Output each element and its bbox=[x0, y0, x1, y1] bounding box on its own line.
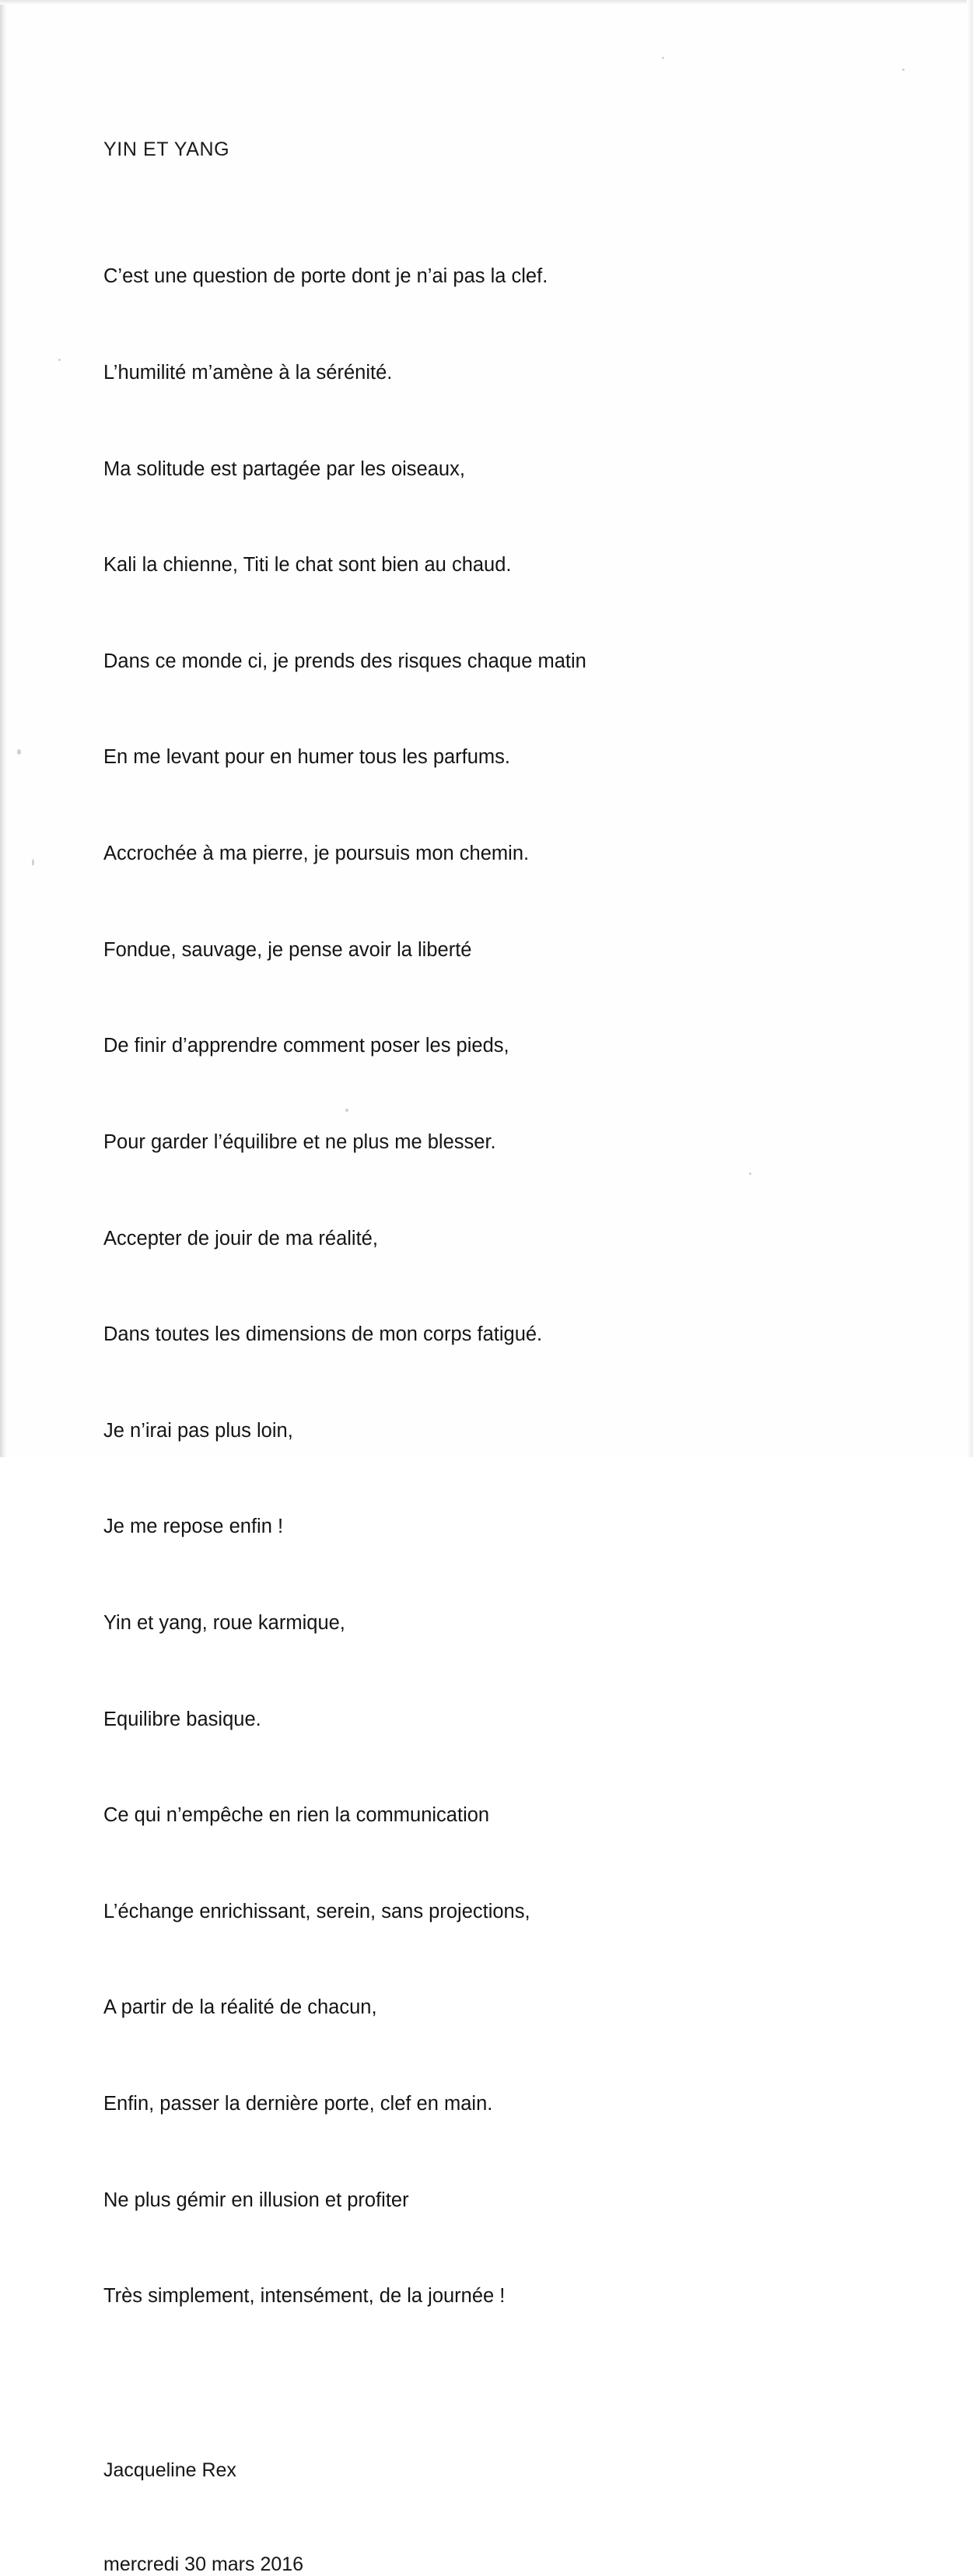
author-name: Jacqueline Rex bbox=[103, 2459, 236, 2481]
poem-line: Pour garder l’équilibre et ne plus me blesser. bbox=[103, 1130, 496, 1153]
poem-line: Enfin, passer la dernière porte, clef en main. bbox=[103, 2092, 493, 2115]
scan-speck bbox=[902, 68, 905, 71]
scan-speck bbox=[17, 749, 21, 755]
poem-line: Dans toutes les dimensions de mon corps fatigué. bbox=[103, 1323, 543, 1346]
poem-line: Yin et yang, roue karmique, bbox=[103, 1611, 345, 1634]
poem-line: Très simplement, intensément, de la journée ! bbox=[103, 2285, 506, 2308]
poem-line: L’échange enrichissant, serein, sans projections, bbox=[103, 1900, 530, 1922]
scan-speck bbox=[32, 859, 34, 866]
poem-line: Accepter de jouir de ma réalité, bbox=[103, 1227, 378, 1249]
poem-line: Ma solitude est partagée par les oiseaux, bbox=[103, 457, 465, 480]
poem-line: L’humilité m’amène à la sérénité. bbox=[103, 362, 393, 384]
scan-edge-top bbox=[0, 0, 973, 5]
poem-line: A partir de la réalité de chacun, bbox=[103, 1996, 377, 2019]
poem-line: De finir d’apprendre comment poser les pieds, bbox=[103, 1035, 509, 1057]
scan-speck bbox=[58, 359, 61, 361]
poem-line: Dans ce monde ci, je prends des risques chaque matin bbox=[103, 650, 586, 672]
poem-line: Ce qui n’empêche en rien la communication bbox=[103, 1804, 490, 1827]
poem-body bbox=[103, 197, 803, 2377]
scan-edge-left bbox=[0, 0, 8, 1457]
document-date: mercredi 30 mars 2016 bbox=[103, 2553, 304, 2575]
poem-line: C’est une question de porte dont je n’ai pas la clef. bbox=[103, 265, 548, 288]
poem-line: Je n’irai pas plus loin, bbox=[103, 1419, 293, 1442]
poem-line: En me levant pour en humer tous les parfums. bbox=[103, 746, 511, 769]
poem-line: Je me repose enfin ! bbox=[103, 1516, 284, 1538]
poem-line: Kali la chienne, Titi le chat sont bien au chaud. bbox=[103, 554, 512, 577]
page-title: YIN ET YANG bbox=[103, 138, 230, 160]
poem-line: Fondue, sauvage, je pense avoir la liberté bbox=[103, 938, 472, 961]
document-content bbox=[103, 138, 803, 2576]
scan-edge-right bbox=[967, 0, 973, 1457]
scan-speck bbox=[662, 57, 664, 59]
poem-line: Accrochée à ma pierre, je poursuis mon chemin. bbox=[103, 843, 530, 865]
poem-line: Equilibre basique. bbox=[103, 1708, 261, 1730]
poem-line: Ne plus gémir en illusion et profiter bbox=[103, 2189, 409, 2211]
